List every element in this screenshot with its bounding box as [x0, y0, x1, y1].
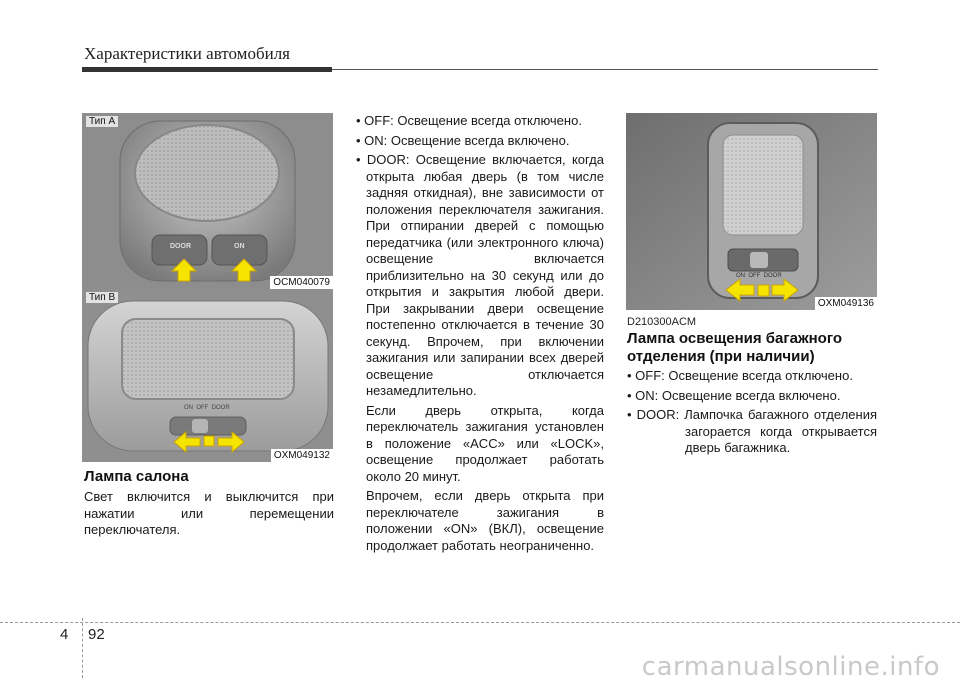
section-heading: Лампа салона [84, 468, 189, 485]
list-item: • DOOR: Освещение включается, когда открыта любая дверь (в том числе задняя откидная), вне зависимости от положения переключателя зажигания. При отпирании дверей с помощью передатчика (или электронного ключа) освещение включается приблизительно на 30 секунд или до открытия и закрытия любой двери. При закрывании двери освещение постепенно отключается в течение 30 секунд. Впрочем, при включении зажигания или запирании всех дверей освещение отключается незамедлительно. [356, 152, 604, 398]
type-b-lamp-illustration [82, 289, 333, 462]
door-button-label: DOOR [170, 243, 191, 250]
photo-type-a [82, 113, 333, 289]
page-number: 92 [88, 626, 105, 643]
figure-type-a-tag: Тип A [86, 116, 118, 127]
center-marker-icon [758, 285, 769, 296]
photo-cargo-lamp [626, 113, 877, 310]
body-paragraph: Свет включится и выключится при нажатии или перемещении переключателя. [84, 489, 334, 537]
figure-code: OXM049136 [815, 297, 877, 310]
chapter-number: 4 [60, 626, 69, 643]
middle-text-column [356, 113, 604, 554]
section-heading: Лампа освещения багажного отделения (при наличии) [627, 330, 843, 365]
list-item: • ON: Освещение всегда включено. [627, 387, 841, 403]
cargo-lamp-illustration [626, 113, 877, 310]
center-marker-icon [204, 436, 214, 446]
footer-divider [82, 618, 84, 678]
list-item: • ON: Освещение всегда включено. [356, 132, 570, 148]
figure-code: OCM040079 [270, 276, 333, 289]
switch-labels: ON OFF DOOR [736, 273, 782, 279]
right-text-column [627, 368, 877, 460]
footer-rule [0, 622, 960, 623]
body-paragraph: Впрочем, если дверь открыта при переключателе зажигания в положении «ON» (ВКЛ), освещение продолжает работать неограниченно. [366, 488, 604, 553]
switch-labels: ON OFF DOOR [184, 405, 230, 411]
watermark: carmanualsonline.info [641, 652, 940, 682]
section-code: D210300ACM [627, 316, 697, 328]
list-item: • OFF: Освещение всегда отключено. [356, 113, 582, 128]
body-paragraph: Если дверь открыта, когда переключатель зажигания установлен в положение «ACC» или «LOCK», освещение продолжает работать около 20 минут. [366, 402, 604, 484]
page-header-title: Характеристики автомобиля [84, 44, 290, 63]
header-rule [82, 67, 878, 73]
figure-code: OXM049132 [271, 449, 333, 462]
list-item: • OFF: Освещение всегда отключено. [627, 368, 853, 383]
type-a-lamp-illustration [82, 113, 333, 289]
list-item: • DOOR: Лампочка багажного отделения загорается когда открывается дверь багажника. [627, 407, 877, 455]
figure-type-b-tag: Тип B [86, 292, 118, 303]
photo-type-b [82, 289, 333, 462]
on-button-label: ON [234, 243, 245, 250]
